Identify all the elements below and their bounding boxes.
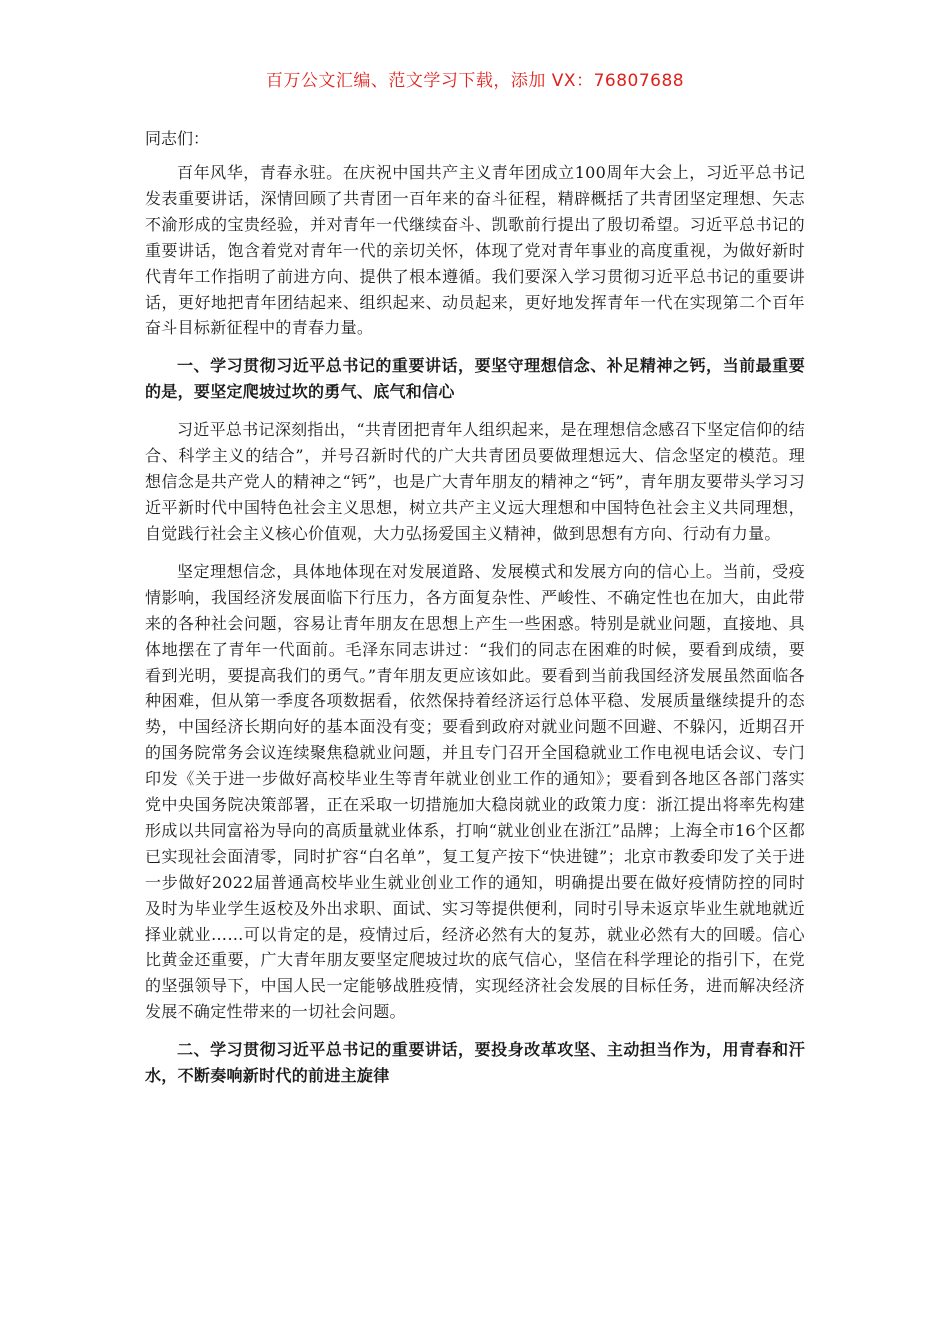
intro-paragraph: 百年风华，青春永驻。在庆祝中国共产主义青年团成立100周年大会上，习近平总书记发表重要讲话，深情回顾了共青团一百年来的奋斗征程，精辟概括了共青团坚定理想、矢志不渝形成的宝贵经验，并对青年一代继续奋斗、凯歌前行提出了殷切希望。习近平总书记的重要讲话，饱含着党对青年一代的亲切关怀，体现了党对青年事业的高度重视，为做好新时代青年工作指明了前进方向、提供了根本遵循。我们要深入学习贯彻习近平总书记的重要讲话，更好地把青年团结起来、组织起来、动员起来，更好地发挥青年一代在实现第二个百年奋斗目标新征程中的青春力量。 [145, 163, 805, 338]
section-2-heading: 二、学习贯彻习近平总书记的重要讲话，要投身改革攻坚、主动担当作为，用青春和汗水，不断奏响新时代的前进主旋律 [145, 1040, 805, 1086]
section-1-paragraph-1: 习近平总书记深刻指出，“共青团把青年人组织起来，是在理想信念感召下坚定信仰的结合、科学主义的结合”，并号召新时代的广大共青团员要做理想远大、信念坚定的模范。理想信念是共产党人的精神之“钙”，也是广大青年朋友的精神之“钙”，青年朋友要带头学习习近平新时代中国特色社会主义思想，树立共产主义远大理想和中国特色社会主义共同理想，自觉践行社会主义核心价值观，大力弘扬爱国主义精神，做到思想有方向、行动有力量。 [145, 420, 805, 543]
watermark-banner: 百万公文汇编、范文学习下载，添加 VX：76807688 [265, 71, 685, 91]
section-1-heading: 一、学习贯彻习近平总书记的重要讲话，要坚守理想信念、补足精神之钙，当前最重要的是，要坚定爬坡过坎的勇气、底气和信心 [145, 356, 805, 402]
section-1-paragraph-2: 坚定理想信念，具体地体现在对发展道路、发展模式和发展方向的信心上。当前，受疫情影响，我国经济发展面临下行压力，各方面复杂性、严峻性、不确定性也在加大，由此带来的各种社会问题，容易让青年朋友在思想上产生一些困惑。特别是就业问题，直接地、具体地摆在了青年一代面前。毛泽东同志讲过：“我们的同志在困难的时候，要看到成绩，要看到光明，要提高我们的勇气。”青年朋友更应该如此。要看到当前我国经济发展虽然面临各种困难，但从第一季度各项数据看，依然保持着经济运行总体平稳、发展质量继续提升的态势，中国经济长期向好的基本面没有变；要看到政府对就业问题不回避、不躲闪，近期召开的国务院常务会议连续聚焦稳就业问题，并且专门召开全国稳就业工作电视电话会议、专门印发《关于进一步做好高校毕业生等青年就业创业工作的通知》；要看到各地区各部门落实党中央国务院决策部署，正在采取一切措施加大稳岗就业的政策力度：浙江提出将率先构建形成以共同富裕为导向的高质量就业体系，打响“就业创业在浙江”品牌；上海全市16个区都已实现社会面清零，同时扩容“白名单”，复工复产按下“快进键”；北京市教委印发了关于进一步做好2022届普通高校毕业生就业创业工作的通知，明确提出要在做好疫情防控的同时及时为毕业学生返校及外出求职、面试、实习等提供便利，同时引导未返京毕业生就地就近择业就业……可以肯定的是，疫情过后，经济必然有大的复苏，就业必然有大的回暖。信心比黄金还重要，广大青年朋友要坚定爬坡过坎的底气信心，坚信在科学理论的指引下，在党的坚强领导下，中国人民一定能够战胜疫情，实现经济社会发展的目标任务，进而解决经济发展不确定性带来的一切社会问题。 [145, 561, 805, 1022]
document-body [145, 126, 805, 1101]
salutation: 同志们： [145, 129, 210, 148]
